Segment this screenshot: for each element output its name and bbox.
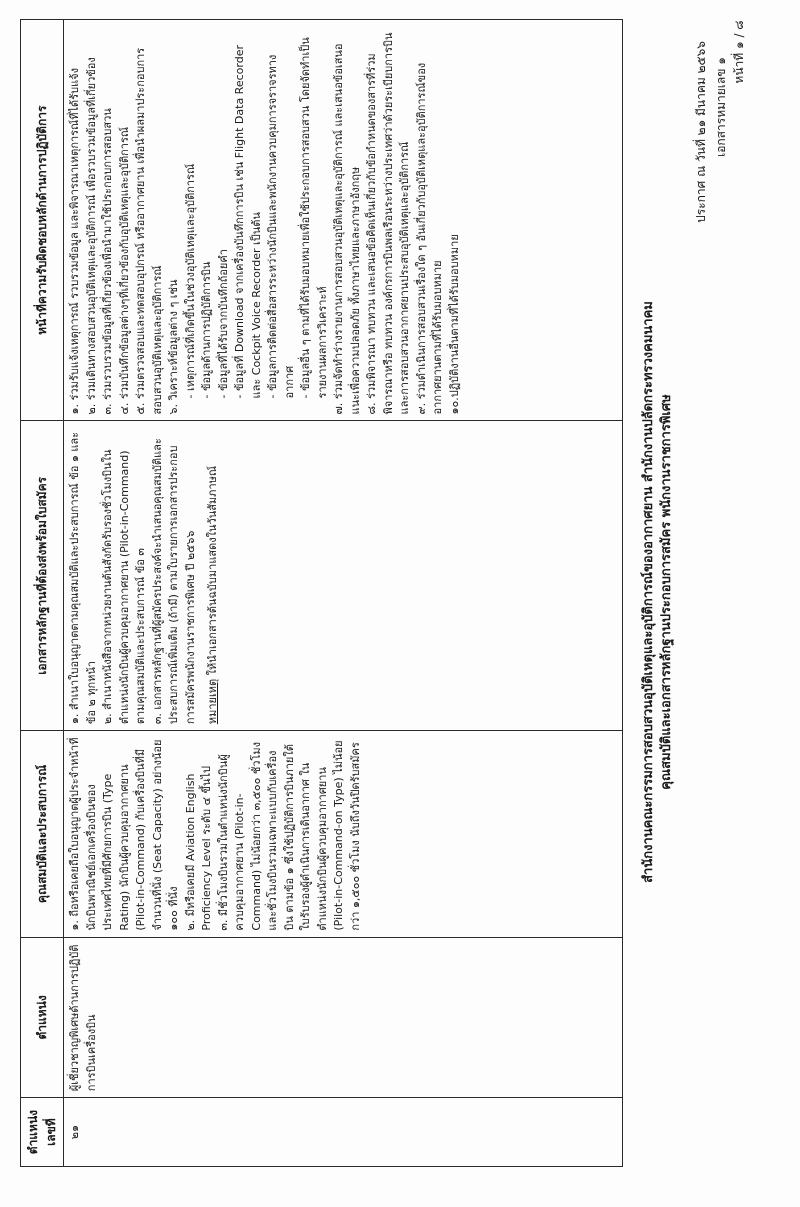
duty-item: ๙. ร่วมดำเนินการสอบสวนเรื่องใด ๆ อันเกี่ยวกับอุบัติเหตุและอุบัติการณ์ของอากาศยานตามที่ได้รับมอบหมาย bbox=[414, 62, 444, 415]
document-item: ๒. สำเนาหนังสือจากหน่วยงานต้นสังกัดรับรองชั่วโมงบินในตำแหน่งนักบินผู้ควบคุมอากาศยาน (Pilot-in-Command) ตามคุณสมบัติและประสบการณ์ ข้อ ๓ bbox=[101, 449, 147, 725]
position-number-cell bbox=[64, 1098, 623, 1167]
duty-subitem: - เหตุการณ์ที่เกิดขึ้นในช่วงอุบัติเหตุและอุบัติการณ์ bbox=[183, 163, 197, 399]
note-label: หมายเหตุ bbox=[206, 678, 219, 725]
duty-item: ๕. ร่วมตรวจสอบและทดสอบอุปกรณ์ หรืออากาศยาน เพื่อนำผลมาประกอบการสอบสวนอุบัติเหตุและอุบัติการณ์ bbox=[134, 47, 164, 415]
qualification-item: ๒. มีหรือเคยมี Aviation English Proficiency Level ระดับ ๔ ขึ้นไป bbox=[183, 765, 213, 931]
duty-item: ๘. ร่วมพิจารณา ทบทวน และเสนอข้อคิดเห็นเกี่ยวกับข้อกำหนดของสารที่ร่วมพิจารณาหรือ ทบทวน องค์กรการบินพลเรือนระหว่างประเทศว่าด้วยระเบียบการบินและการสอบสวนอากาศยานประสบอุบัติเหตุและอุบัติการณ์ bbox=[365, 32, 411, 415]
duty-item: ๑๐.ปฏิบัติงานอื่นตามที่ได้รับมอบหมาย bbox=[447, 234, 461, 415]
duty-item: ๖. วิเคราะห์ข้อมูลต่าง ๆ เช่น bbox=[167, 279, 180, 415]
position-name-cell bbox=[64, 937, 623, 1098]
note-text: ให้นำเอกสารต้นฉบับมาแสดงในวันสัมภาษณ์ bbox=[206, 465, 219, 676]
duty-subitem: - ข้อมูลการติดต่อสื่อสารระหว่างนักบินและพนักงานควบคุมการจราจรทางอากาศ bbox=[266, 54, 296, 399]
document-title: คุณสมบัติและเอกสารหลักฐานประกอบการสมัคร พนักงานราชการพิเศษ bbox=[659, 394, 674, 790]
table-header-row bbox=[21, 20, 64, 1167]
page-number: หน้าที่ ๑ / ๘ bbox=[732, 20, 746, 84]
duty-item: ๒. ร่วมเดินทางสอบสวนอุบัติเหตุและอุบัติการณ์ เพื่อรวบรวมข้อมูลที่เกี่ยวข้อง bbox=[84, 57, 98, 415]
document-subtitle: สำนักงานคณะกรรมการสอบสวนอุบัติเหตุและอุบัติการณ์ของอากาศยาน สำนักงานปลัดกระทรวงคมนาคม bbox=[641, 301, 656, 883]
position-number: ๒๑ bbox=[68, 1124, 81, 1140]
document-item: ๓. เอกสารหลักฐานที่ผู้สมัครประสงค์จะนำเสนอคุณสมบัติและประสบการณ์เพิ่มเติม (ถ้ามี) ตามใบรายการเอกสารประกอบการสมัครพนักงานราชการพิเศษ ปี ๒๕๖๖ bbox=[150, 438, 197, 725]
column-header-position: ตำแหน่ง bbox=[21, 937, 64, 1098]
duty-item: ๓. ร่วมรวบรวมข้อมูลที่เกี่ยวข้องเพื่อนำมาใช้ประกอบการสอบสวน bbox=[101, 108, 114, 415]
qualifications-cell bbox=[64, 731, 623, 937]
qualification-table bbox=[20, 19, 623, 1167]
document-item: ๑. สำเนาใบอนุญาตตามคุณสมบัติและประสบการณ์ ข้อ ๑ และข้อ ๒ ทุกหน้า bbox=[68, 431, 98, 725]
duty-subitem: - ข้อมูลด้านการปฏิบัติการบิน bbox=[200, 261, 213, 399]
column-header-documents: เอกสารหลักฐานที่ต้องส่งพร้อมใบสมัคร bbox=[21, 421, 64, 731]
column-header-qualifications: คุณสมบัติและประสบการณ์ bbox=[21, 731, 64, 937]
column-header-duties: หน้าที่ความรับผิดชอบหลักด้านการปฏิบัติการ bbox=[21, 20, 64, 421]
duty-subitem: - ข้อมูลที่ได้รับจากบันทึกถ้อยคำ bbox=[216, 249, 230, 399]
table-row bbox=[64, 20, 623, 1167]
note bbox=[205, 427, 222, 724]
column-header-number: ตำแหน่ง เลขที่ bbox=[21, 1098, 64, 1167]
duty-subitem: - ข้อมูลอื่น ๆ ตามที่ได้รับมอบหมายเพื่อใช้ประกอบการสอบสวน โดยจัดทำเป็นรายงานผลการวิเคราะห์ bbox=[299, 37, 329, 399]
duty-subitem: - ข้อมูลที่ Download จากเครื่องบันทึกการบิน เช่น Flight Data Recorder และ Cockpit Voice Recorder เป็นต้น bbox=[233, 45, 263, 399]
duty-item: ๗. ร่วมจัดทำร่างรายงานการสอบสวนอุบัติเหตุและอุบัติการณ์ และเสนอข้อเสนอแนะเพื่อความปลอดภัย ทั้งภาษาไทยและภาษาอังกฤษ bbox=[332, 43, 362, 415]
duty-item: ๑. ร่วมรับแจ้งเหตุการณ์ รวบรวมข้อมูล และพิจารณาเหตุการณ์ที่ได้รับแจ้ง bbox=[68, 68, 81, 415]
qualification-item: ๑. ถือหรือเคยถือใบอนุญาตผู้ประจำหน้าที่นักบินพาณิชย์เอกเครื่องบินของประเทศไทยที่มีศักยการบิน (Type Rating) นักบินผู้ควบคุมอากาศยาน (Pilot-in-Command) กับเครื่องบินที่มีจำนวนที่นั่ง (Seat Capacity) อย่างน้อย ๑๐๐ ที่นั่ง bbox=[68, 737, 180, 931]
announcement-date: ประกาศ ณ วันที่ ๒๑ มีนาคม ๒๕๖๖ bbox=[694, 41, 708, 223]
duties-cell bbox=[64, 20, 623, 421]
document-number: เอกสารหมายเลข ๑ bbox=[714, 57, 728, 157]
documents-cell bbox=[64, 421, 623, 731]
position-name: ผู้เชี่ยวชาญพิเศษด้านการปฏิบัติการบินเครื่องบิน bbox=[68, 944, 98, 1092]
qualification-item: ๓. มีชั่วโมงบินรวมในตำแหน่งนักบินผู้ควบคุมอากาศยาน (Pilot-in-Command) ไม่น้อยกว่า ๓,๕๐๐ ชั่วโมง และชั่วโมงบินรวมเฉพาะแบบกับเครื่องบิน ตามข้อ ๑ ซึ่งใช้ปฏิบัติการบินภายใต้ใบรับรองผู้ดำเนินการเดินอากาศ ในตำแหน่งนักบินผู้ควบคุมอากาศยาน (Pilot-in-Command-on Type) ไม่น้อยกว่า ๑,๕๐๐ ชั่วโมง นับถึงวันปิดรับสมัคร bbox=[216, 740, 362, 931]
duty-item: ๔. ร่วมบันทึกข้อมูลต่างๆที่เกี่ยวข้องกับอุบัติเหตุและอุบัติการณ์ bbox=[117, 126, 131, 415]
